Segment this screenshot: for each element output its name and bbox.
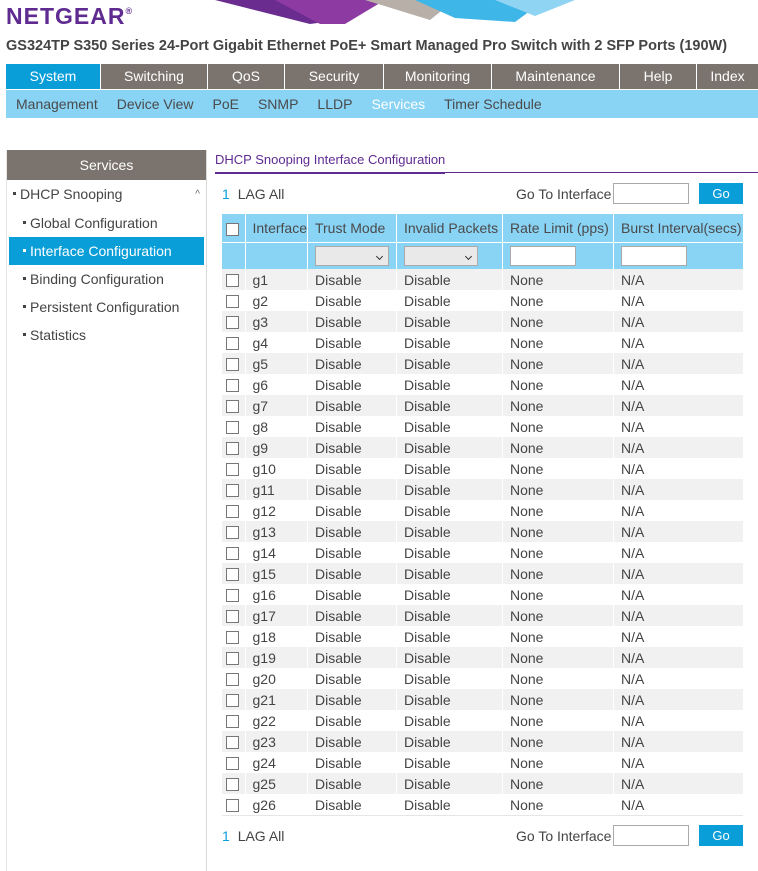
cell-invalid-packets: Disable [396, 332, 502, 353]
row-checkbox[interactable] [226, 526, 239, 539]
cell-interface: g10 [245, 458, 307, 479]
col-invalid-packets[interactable]: Invalid Packets [396, 214, 502, 242]
cell-burst-interval: N/A [613, 731, 743, 752]
cell-interface: g20 [245, 668, 307, 689]
cell-interface: g2 [245, 290, 307, 311]
cell-burst-interval: N/A [613, 353, 743, 374]
cell-rate-limit: None [502, 458, 613, 479]
cell-rate-limit: None [502, 332, 613, 353]
row-checkbox[interactable] [226, 337, 239, 350]
sidebar-item-statistics[interactable]: Statistics [7, 321, 204, 349]
subnav-timer-schedule[interactable]: Timer Schedule [444, 96, 542, 112]
table-row [222, 269, 743, 290]
row-checkbox[interactable] [226, 274, 239, 287]
row-checkbox[interactable] [226, 736, 239, 749]
table-row [222, 794, 743, 815]
page-title: DHCP Snooping Interface Configuration [215, 152, 445, 174]
cell-burst-interval: N/A [613, 710, 743, 731]
goto-interface-input[interactable] [613, 183, 689, 204]
cell-interface: g21 [245, 689, 307, 710]
cell-invalid-packets: Disable [396, 773, 502, 794]
cell-trust-mode: Disable [307, 500, 396, 521]
table-row [222, 332, 743, 353]
bullet-icon [23, 221, 26, 224]
select-all-checkbox[interactable] [226, 223, 239, 236]
trust-mode-select[interactable] [315, 246, 389, 266]
cell-burst-interval: N/A [613, 290, 743, 311]
table-row [222, 353, 743, 374]
cell-interface: g25 [245, 773, 307, 794]
goto-label: Go To Interface [516, 828, 612, 844]
table-row [222, 311, 743, 332]
cell-invalid-packets: Disable [396, 563, 502, 584]
table-row [222, 689, 743, 710]
subnav-management[interactable]: Management [16, 96, 98, 112]
cell-rate-limit: None [502, 689, 613, 710]
goto-interface-input[interactable] [613, 825, 689, 846]
row-checkbox[interactable] [226, 652, 239, 665]
row-checkbox[interactable] [226, 358, 239, 371]
cell-invalid-packets: Disable [396, 269, 502, 290]
row-checkbox[interactable] [226, 610, 239, 623]
cell-trust-mode: Disable [307, 794, 396, 815]
subnav-poe[interactable]: PoE [212, 96, 239, 112]
cell-interface: g1 [245, 269, 307, 290]
cell-rate-limit: None [502, 479, 613, 500]
tab-qos[interactable]: QoS [208, 64, 285, 89]
cell-invalid-packets: Disable [396, 626, 502, 647]
bullet-icon [23, 277, 26, 280]
cell-burst-interval: N/A [613, 647, 743, 668]
cell-rate-limit: None [502, 794, 613, 815]
cell-invalid-packets: Disable [396, 353, 502, 374]
cell-rate-limit: None [502, 710, 613, 731]
table-row [222, 731, 743, 752]
cell-burst-interval: N/A [613, 332, 743, 353]
row-checkbox[interactable] [226, 442, 239, 455]
cell-trust-mode: Disable [307, 710, 396, 731]
row-checkbox[interactable] [226, 484, 239, 497]
rate-limit-input[interactable] [510, 246, 576, 266]
lag-link[interactable]: LAG [237, 186, 266, 202]
cell-rate-limit: None [502, 563, 613, 584]
cell-interface: g18 [245, 626, 307, 647]
cell-trust-mode: Disable [307, 395, 396, 416]
page-1-link[interactable]: 1 [222, 186, 230, 202]
cell-trust-mode: Disable [307, 458, 396, 479]
cell-burst-interval: N/A [613, 374, 743, 395]
cell-trust-mode: Disable [307, 773, 396, 794]
cell-trust-mode: Disable [307, 626, 396, 647]
cell-burst-interval: N/A [613, 416, 743, 437]
subnav-services[interactable]: Services [371, 96, 426, 112]
tab-monitoring[interactable]: Monitoring [384, 64, 492, 89]
cell-rate-limit: None [502, 647, 613, 668]
cell-interface: g15 [245, 563, 307, 584]
netgear-logo: NETGEAR® [6, 3, 134, 29]
cell-rate-limit: None [502, 416, 613, 437]
cell-rate-limit: None [502, 731, 613, 752]
table-bottom-divider [222, 815, 743, 816]
cell-burst-interval: N/A [613, 689, 743, 710]
cell-trust-mode: Disable [307, 731, 396, 752]
title-divider [215, 172, 758, 173]
cell-interface: g12 [245, 500, 307, 521]
cell-trust-mode: Disable [307, 542, 396, 563]
table-row [222, 395, 743, 416]
table-row [222, 374, 743, 395]
model-title: GS324TP S350 Series 24-Port Gigabit Ethernet PoE+ Smart Managed Pro Switch with 2 SFP Ports (190W) [6, 38, 728, 54]
sidebar [6, 150, 207, 871]
row-checkbox[interactable] [226, 463, 239, 476]
cell-rate-limit: None [502, 353, 613, 374]
cell-interface: g22 [245, 710, 307, 731]
cell-rate-limit: None [502, 626, 613, 647]
row-checkbox[interactable] [226, 316, 239, 329]
main-nav [6, 64, 758, 89]
cell-interface: g5 [245, 353, 307, 374]
row-checkbox[interactable] [226, 778, 239, 791]
page-1-link[interactable]: 1 [222, 828, 230, 844]
cell-rate-limit: None [502, 521, 613, 542]
table-row [222, 668, 743, 689]
cell-burst-interval: N/A [613, 311, 743, 332]
header-banner-graphic [215, 0, 575, 24]
pager-top [222, 183, 743, 205]
cell-interface: g23 [245, 731, 307, 752]
col-burst-interval[interactable]: Burst Interval(secs) [613, 214, 743, 242]
tab-system[interactable]: System [6, 64, 101, 89]
cell-trust-mode: Disable [307, 374, 396, 395]
sidebar-title: Services [7, 150, 206, 180]
cell-trust-mode: Disable [307, 437, 396, 458]
cell-burst-interval: N/A [613, 269, 743, 290]
cell-interface: g4 [245, 332, 307, 353]
cell-invalid-packets: Disable [396, 584, 502, 605]
cell-burst-interval: N/A [613, 542, 743, 563]
cell-interface: g11 [245, 479, 307, 500]
table-row [222, 290, 743, 311]
row-checkbox[interactable] [226, 421, 239, 434]
cell-trust-mode: Disable [307, 584, 396, 605]
table-row [222, 752, 743, 773]
row-checkbox[interactable] [226, 505, 239, 518]
row-checkbox[interactable] [226, 715, 239, 728]
cell-interface: g19 [245, 647, 307, 668]
col-rate-limit[interactable]: Rate Limit (pps) [502, 214, 613, 242]
cell-invalid-packets: Disable [396, 689, 502, 710]
cell-burst-interval: N/A [613, 521, 743, 542]
all-link[interactable]: All [268, 186, 285, 202]
cell-invalid-packets: Disable [396, 416, 502, 437]
cell-interface: g6 [245, 374, 307, 395]
chevron-up-icon[interactable]: ^ [195, 189, 200, 200]
sidebar-item-binding-configuration[interactable]: Binding Configuration [7, 265, 204, 293]
tab-maintenance[interactable]: Maintenance [492, 64, 620, 89]
table-row [222, 542, 743, 563]
row-checkbox[interactable] [226, 799, 239, 812]
cell-burst-interval: N/A [613, 437, 743, 458]
cell-burst-interval: N/A [613, 773, 743, 794]
sub-nav [6, 90, 758, 118]
cell-trust-mode: Disable [307, 290, 396, 311]
tab-index[interactable]: Index [697, 64, 758, 89]
cell-interface: g16 [245, 584, 307, 605]
all-link[interactable]: All [268, 828, 285, 844]
cell-interface: g13 [245, 521, 307, 542]
table-row [222, 416, 743, 437]
table-row [222, 773, 743, 794]
cell-trust-mode: Disable [307, 479, 396, 500]
row-checkbox[interactable] [226, 400, 239, 413]
col-interface[interactable]: Interface [245, 214, 307, 242]
row-checkbox[interactable] [226, 379, 239, 392]
cell-rate-limit: None [502, 668, 613, 689]
cell-trust-mode: Disable [307, 269, 396, 290]
table-row [222, 563, 743, 584]
subnav-lldp[interactable]: LLDP [317, 96, 353, 112]
cell-burst-interval: N/A [613, 626, 743, 647]
row-checkbox[interactable] [226, 589, 239, 602]
cell-trust-mode: Disable [307, 668, 396, 689]
cell-burst-interval: N/A [613, 584, 743, 605]
tab-help[interactable]: Help [620, 64, 697, 89]
bullet-icon [23, 333, 26, 336]
cell-invalid-packets: Disable [396, 605, 502, 626]
cell-invalid-packets: Disable [396, 521, 502, 542]
cell-rate-limit: None [502, 752, 613, 773]
sidebar-item-interface-configuration[interactable]: Interface Configuration [9, 237, 204, 265]
cell-trust-mode: Disable [307, 563, 396, 584]
cell-burst-interval: N/A [613, 479, 743, 500]
go-button[interactable]: Go [699, 825, 743, 846]
row-checkbox[interactable] [226, 547, 239, 560]
table-row [222, 521, 743, 542]
burst-interval-input[interactable] [621, 246, 687, 266]
row-checkbox[interactable] [226, 673, 239, 686]
cell-invalid-packets: Disable [396, 542, 502, 563]
cell-invalid-packets: Disable [396, 395, 502, 416]
cell-interface: g14 [245, 542, 307, 563]
cell-interface: g26 [245, 794, 307, 815]
cell-interface: g24 [245, 752, 307, 773]
cell-trust-mode: Disable [307, 353, 396, 374]
table-row [222, 626, 743, 647]
interface-table [222, 214, 743, 815]
col-trust-mode[interactable]: Trust Mode [307, 214, 396, 242]
bullet-icon [13, 192, 16, 195]
cell-rate-limit: None [502, 584, 613, 605]
table-row [222, 437, 743, 458]
cell-trust-mode: Disable [307, 311, 396, 332]
table-row [222, 479, 743, 500]
row-checkbox[interactable] [226, 631, 239, 644]
cell-rate-limit: None [502, 269, 613, 290]
cell-trust-mode: Disable [307, 752, 396, 773]
table-row [222, 500, 743, 521]
cell-trust-mode: Disable [307, 416, 396, 437]
cell-rate-limit: None [502, 437, 613, 458]
cell-invalid-packets: Disable [396, 458, 502, 479]
cell-rate-limit: None [502, 542, 613, 563]
cell-invalid-packets: Disable [396, 500, 502, 521]
cell-rate-limit: None [502, 500, 613, 521]
cell-invalid-packets: Disable [396, 290, 502, 311]
select-all-checkbox-cell [222, 214, 245, 242]
cell-burst-interval: N/A [613, 752, 743, 773]
cell-burst-interval: N/A [613, 563, 743, 584]
cell-invalid-packets: Disable [396, 437, 502, 458]
cell-interface: g9 [245, 437, 307, 458]
cell-burst-interval: N/A [613, 605, 743, 626]
tab-security[interactable]: Security [285, 64, 384, 89]
table-row [222, 647, 743, 668]
cell-trust-mode: Disable [307, 605, 396, 626]
cell-burst-interval: N/A [613, 794, 743, 815]
cell-invalid-packets: Disable [396, 752, 502, 773]
go-button[interactable]: Go [699, 183, 743, 204]
pager-bottom [222, 825, 743, 847]
row-checkbox[interactable] [226, 757, 239, 770]
cell-invalid-packets: Disable [396, 647, 502, 668]
table-row [222, 710, 743, 731]
cell-interface: g7 [245, 395, 307, 416]
cell-rate-limit: None [502, 395, 613, 416]
cell-interface: g8 [245, 416, 307, 437]
table-row [222, 584, 743, 605]
bullet-icon [23, 249, 26, 252]
goto-label: Go To Interface [516, 186, 612, 202]
cell-rate-limit: None [502, 290, 613, 311]
cell-rate-limit: None [502, 374, 613, 395]
cell-invalid-packets: Disable [396, 668, 502, 689]
cell-burst-interval: N/A [613, 395, 743, 416]
table-row [222, 605, 743, 626]
filter-row [222, 242, 743, 269]
cell-invalid-packets: Disable [396, 710, 502, 731]
cell-trust-mode: Disable [307, 689, 396, 710]
row-checkbox[interactable] [226, 568, 239, 581]
sidebar-group-dhcp-snooping[interactable]: DHCP Snooping ^ [7, 180, 206, 209]
cell-invalid-packets: Disable [396, 479, 502, 500]
subnav-device-view[interactable]: Device View [116, 96, 194, 112]
cell-interface: g17 [245, 605, 307, 626]
cell-burst-interval: N/A [613, 500, 743, 521]
cell-burst-interval: N/A [613, 668, 743, 689]
cell-interface: g3 [245, 311, 307, 332]
subnav-snmp[interactable]: SNMP [257, 96, 299, 112]
table-row [222, 458, 743, 479]
cell-trust-mode: Disable [307, 647, 396, 668]
row-checkbox[interactable] [226, 295, 239, 308]
bullet-icon [23, 305, 26, 308]
cell-trust-mode: Disable [307, 332, 396, 353]
sidebar-item-global-configuration[interactable]: Global Configuration [7, 209, 204, 237]
cell-rate-limit: None [502, 605, 613, 626]
cell-rate-limit: None [502, 311, 613, 332]
cell-invalid-packets: Disable [396, 311, 502, 332]
cell-invalid-packets: Disable [396, 794, 502, 815]
invalid-packets-select[interactable] [404, 246, 478, 266]
cell-burst-interval: N/A [613, 458, 743, 479]
cell-invalid-packets: Disable [396, 731, 502, 752]
lag-link[interactable]: LAG [237, 828, 266, 844]
cell-invalid-packets: Disable [396, 374, 502, 395]
cell-trust-mode: Disable [307, 521, 396, 542]
cell-rate-limit: None [502, 773, 613, 794]
tab-switching[interactable]: Switching [101, 64, 208, 89]
row-checkbox[interactable] [226, 694, 239, 707]
sidebar-item-persistent-configuration[interactable]: Persistent Configuration [7, 293, 204, 321]
